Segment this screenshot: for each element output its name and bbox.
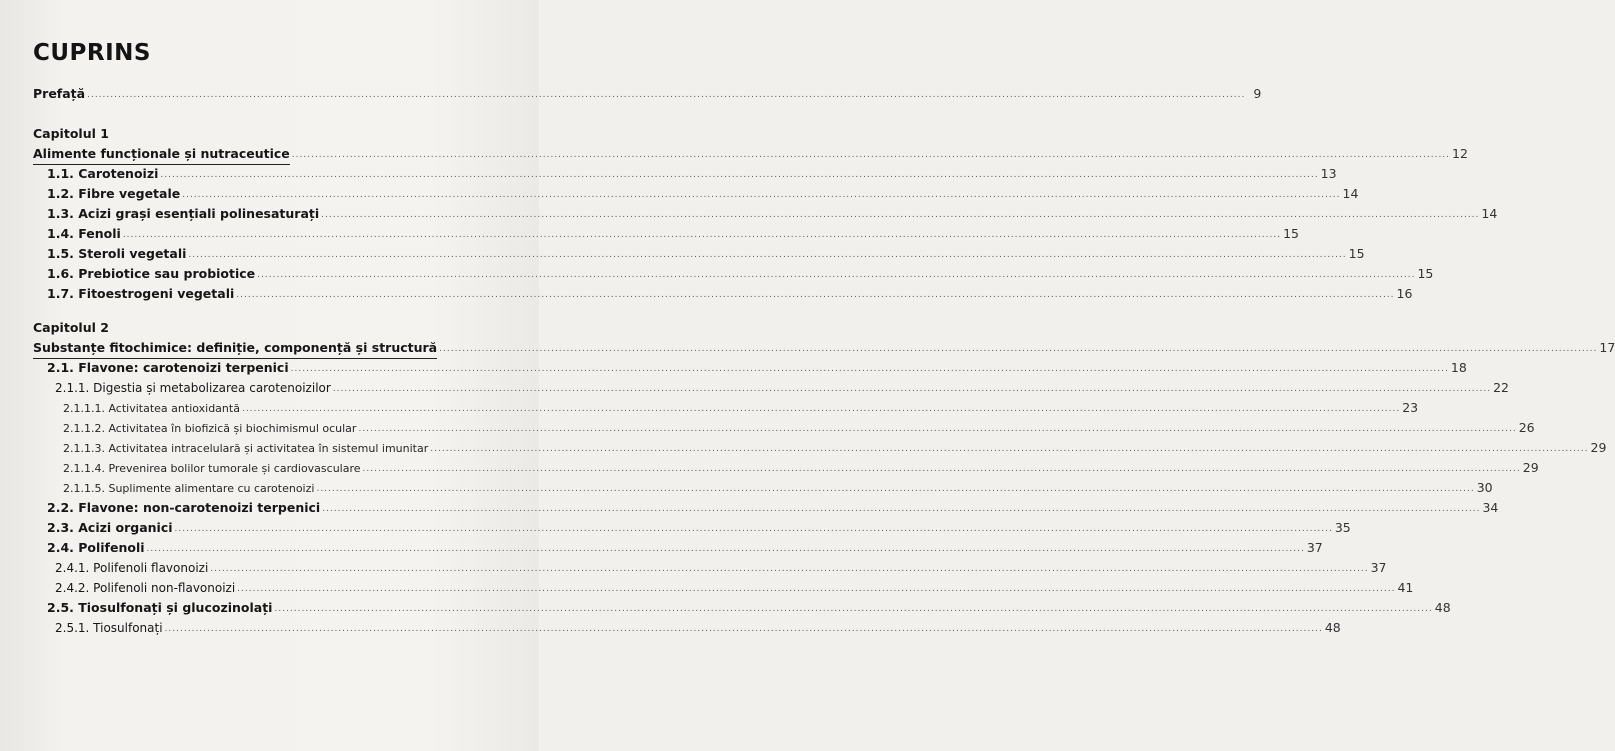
- toc-page-number: 9: [1253, 86, 1262, 101]
- toc-page-number: 15: [1417, 266, 1434, 281]
- toc-entry: [33, 378, 1509, 398]
- toc-entry-label: 2.1.1.3. Activitatea intracelulară și activitatea în sistemul imunitar: [63, 442, 429, 455]
- toc-page-number: 35: [1334, 520, 1351, 535]
- toc-entry: [33, 558, 1387, 578]
- leader-dots: [182, 185, 1340, 205]
- toc-entry: [33, 358, 1467, 378]
- toc-page-number: 15: [1348, 246, 1365, 261]
- toc-page-number: 17: [1599, 340, 1615, 355]
- toc-page-number: 37: [1306, 540, 1323, 555]
- leader-dots: [188, 245, 1346, 265]
- toc-entry: [33, 164, 1337, 184]
- toc-entry-label: 2.1.1.1. Activitatea antioxidantă: [63, 402, 240, 415]
- toc-entry-label: 2.1.1.4. Prevenirea bolilor tumorale și cardiovasculare: [63, 462, 361, 475]
- toc-entry-label: 2.1. Flavone: carotenoizi terpenici: [47, 360, 289, 375]
- toc-entry: [33, 264, 1434, 284]
- toc-entry-label: 2.4. Polifenoli: [47, 540, 145, 555]
- leader-dots: [123, 225, 1281, 245]
- toc-page-number: 48: [1434, 600, 1451, 615]
- toc-page-number: 15: [1283, 226, 1299, 241]
- table-of-contents: [33, 84, 1615, 638]
- toc-page-number: 37: [1370, 560, 1387, 575]
- toc-entry-label: 2.1.1. Digestia și metabolizarea carotenoizilor: [55, 381, 331, 395]
- toc-entry: [33, 518, 1351, 538]
- toc-entry-label: 1.2. Fibre vegetale: [47, 186, 181, 201]
- toc-entry-label: 2.3. Acizi organici: [47, 520, 173, 535]
- toc-entry: [33, 618, 1341, 638]
- leader-dots: [87, 85, 1245, 105]
- toc-entry: [33, 578, 1414, 598]
- chapter-heading: Capitolul 2: [33, 320, 109, 335]
- spacer: [33, 304, 515, 318]
- toc-entry: [33, 224, 1299, 244]
- toc-entry: [33, 598, 1451, 618]
- toc-entry-label: Prefață: [33, 86, 86, 101]
- leader-dots: [237, 579, 1395, 599]
- toc-entry-chapter-title: [33, 338, 1615, 358]
- toc-entry: [33, 398, 1419, 418]
- toc-page-number: 29: [1522, 460, 1539, 475]
- leader-dots: [147, 539, 1305, 559]
- toc-entry-label: 2.5. Tiosulfonați și glucozinolați: [47, 600, 273, 615]
- toc-entry-label: 2.1.1.2. Activitatea în biofizică și biochimismul ocular: [63, 422, 357, 435]
- leader-dots: [333, 379, 1491, 399]
- toc-entry-chapter-title: [33, 144, 1468, 164]
- toc-entry-label: 1.7. Fitoestrogeni vegetali: [47, 286, 235, 301]
- toc-entry-label: Alimente funcționale și nutraceutice: [33, 144, 290, 165]
- toc-page-number: 34: [1482, 500, 1499, 515]
- toc-entry-label: 1.3. Acizi grași esențiali polinesaturați: [47, 206, 320, 221]
- toc-page-number: 26: [1518, 420, 1535, 435]
- toc-page-number: 12: [1452, 146, 1468, 161]
- toc-entry: [33, 204, 1498, 224]
- toc-entry: [33, 538, 1323, 558]
- leader-dots: [175, 519, 1333, 539]
- toc-page-number: 48: [1324, 620, 1341, 635]
- leader-dots: [242, 399, 1400, 419]
- toc-page-number: 16: [1396, 286, 1413, 301]
- toc-entry-label: Substanțe fitochimice: definiție, componență și structură: [33, 338, 437, 359]
- toc-entry: [33, 438, 1607, 458]
- toc-page-number: 23: [1402, 400, 1419, 415]
- toc-entry-preface: [33, 84, 1262, 104]
- leader-dots: [291, 359, 1449, 379]
- toc-page-number: 14: [1481, 206, 1498, 221]
- leader-dots: [274, 599, 1432, 619]
- toc-entry: [33, 184, 1359, 204]
- toc-entry: [33, 478, 1493, 498]
- leader-dots: [439, 339, 1597, 359]
- leader-dots: [316, 479, 1474, 499]
- page-title: CUPRINS: [33, 40, 151, 66]
- toc-page-number: 13: [1320, 166, 1337, 181]
- leader-dots: [321, 205, 1479, 225]
- leader-dots: [322, 499, 1480, 519]
- leader-dots: [363, 459, 1521, 479]
- toc-page-number: 30: [1476, 480, 1493, 495]
- toc-page-number: 14: [1342, 186, 1359, 201]
- leader-dots: [165, 619, 1323, 639]
- toc-entry-label: 1.6. Prebiotice sau probiotice: [47, 266, 256, 281]
- toc-entry: [33, 284, 1413, 304]
- toc-page-number: 29: [1590, 440, 1607, 455]
- leader-dots: [160, 165, 1318, 185]
- leader-dots: [257, 265, 1415, 285]
- toc-entry-label: 2.1.1.5. Suplimente alimentare cu carotenoizi: [63, 482, 315, 495]
- toc-page-number: 22: [1493, 380, 1509, 395]
- toc-entry-label: 2.4.1. Polifenoli flavonoizi: [55, 561, 209, 575]
- toc-entry: [33, 244, 1365, 264]
- leader-dots: [358, 419, 1516, 439]
- toc-entry-label: 1.4. Fenoli: [47, 226, 121, 241]
- toc-entry: [33, 458, 1539, 478]
- leader-dots: [430, 439, 1588, 459]
- spacer: [33, 104, 515, 124]
- toc-entry: [33, 418, 1535, 438]
- toc-page-number: 18: [1450, 360, 1467, 375]
- toc-entry-label: 2.5.1. Tiosulfonați: [55, 621, 163, 635]
- leader-dots: [236, 285, 1394, 305]
- toc-entry: [33, 498, 1499, 518]
- chapter-heading: Capitolul 1: [33, 126, 109, 141]
- toc-entry-label: 2.2. Flavone: non-carotenoizi terpenici: [47, 500, 321, 515]
- toc-entry-label: 1.1. Carotenoizi: [47, 166, 159, 181]
- toc-entry-label: 1.5. Steroli vegetali: [47, 246, 187, 261]
- toc-page-number: 41: [1397, 580, 1414, 595]
- toc-entry-label: 2.4.2. Polifenoli non-flavonoizi: [55, 581, 236, 595]
- leader-dots: [292, 145, 1450, 165]
- leader-dots: [210, 559, 1368, 579]
